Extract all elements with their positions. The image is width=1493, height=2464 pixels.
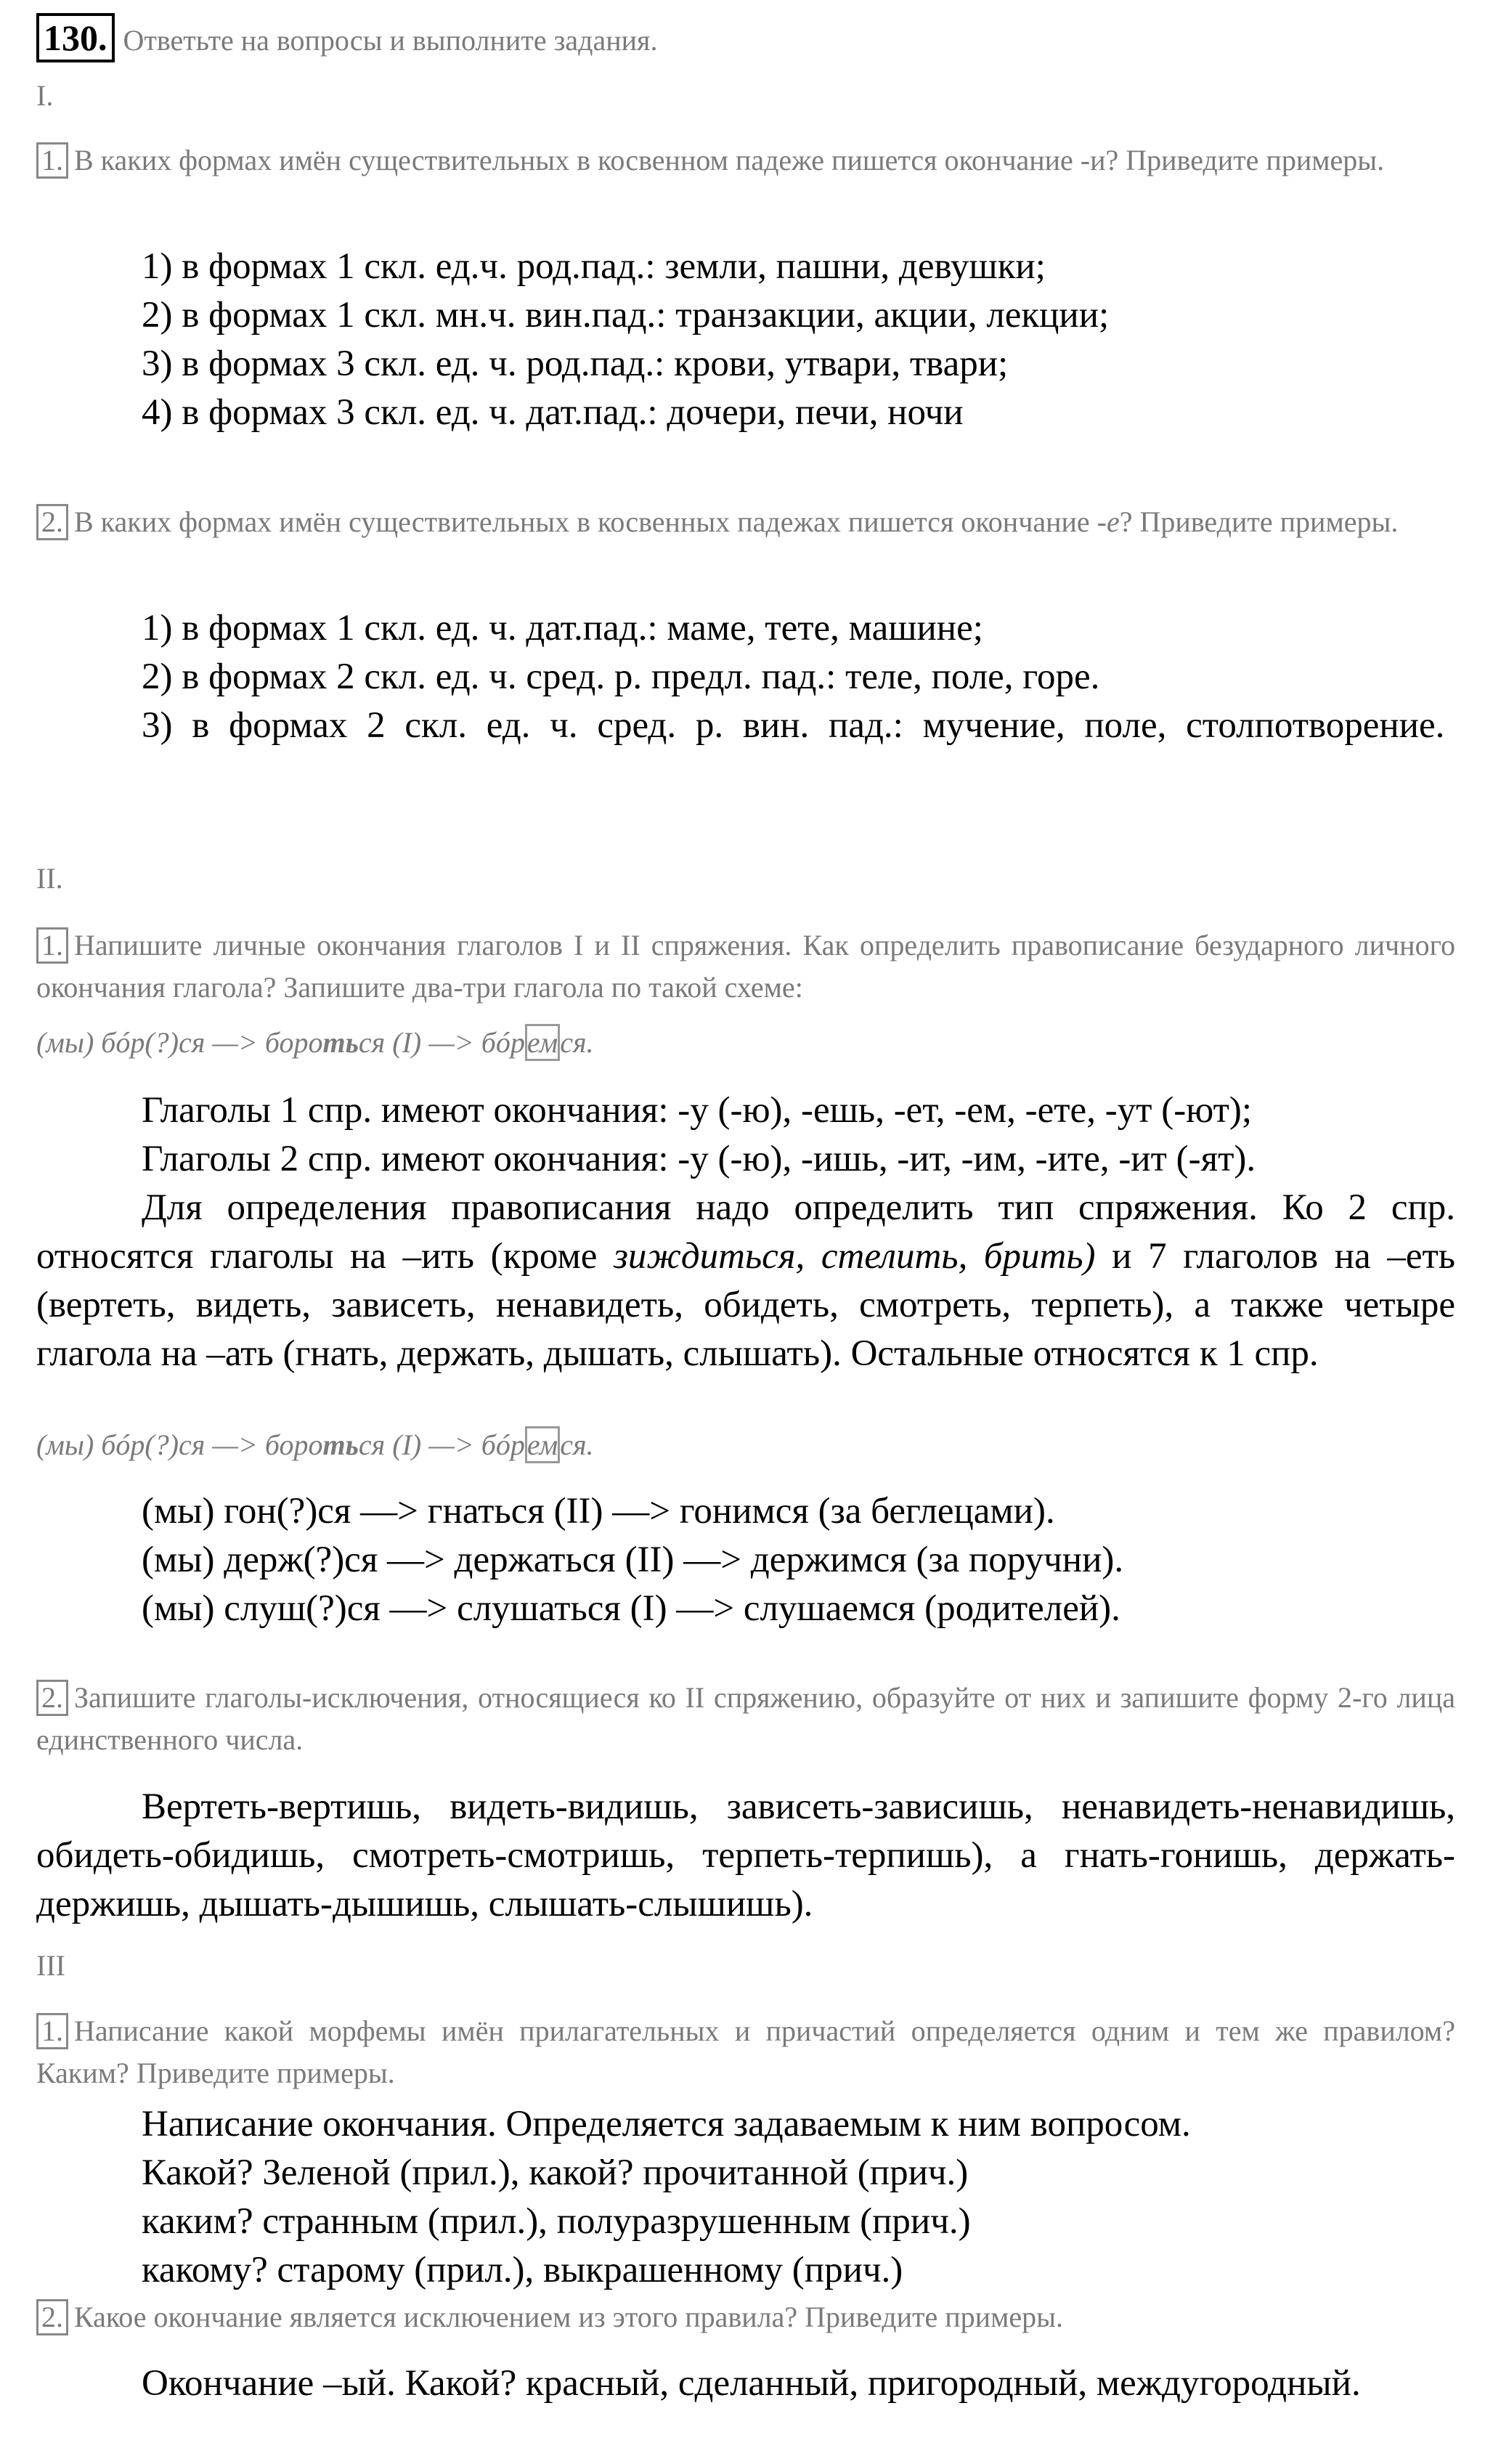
- answer-line: Глаголы 1 спр. имеют окончания: -у (-ю), -ешь, -ет, -ем, -ете, -ут (-ют);: [142, 1090, 1253, 1131]
- answer-line: (мы) гон(?)ся —> гнаться (II) —> гонимся (за беглецами).: [142, 1491, 1055, 1532]
- answer-block: [36, 1086, 1455, 1378]
- exercise-title: Ответьте на вопросы и выполните задания.: [123, 24, 658, 57]
- scheme-part: ся.: [560, 1026, 594, 1059]
- question-text: В каких формах имён существительных в косвенном падеже пишется окончание -и? Приведите примеры.: [74, 144, 1385, 176]
- answer-line: Какой? Зеленой (прил.), какой? прочитанной (прич.): [142, 2152, 969, 2193]
- answer-paragraph: [36, 1184, 1455, 1378]
- answer-line: (мы) держ(?)ся —> держаться (II) —> держимся (за поручни).: [142, 1540, 1124, 1580]
- question-text-em: -е: [1097, 505, 1120, 538]
- answer-line: 1) в формах 1 скл. ед.ч. род.пад.: земли, пашни, девушки;: [142, 246, 1046, 287]
- answer-line: Глаголы 2 спр. имеют окончания: -у (-ю), -ишь, -ит, -им, -ите, -ит (-ят).: [142, 1139, 1256, 1179]
- scheme-part: (мы) бóр(?)ся —> боро: [36, 1428, 323, 1461]
- question: [36, 924, 1455, 1009]
- exercise-header: [36, 13, 1455, 62]
- answer-paragraph: Вертеть-вертишь, видеть-видишь, зависеть-зависишь, ненавидеть-ненавидишь, обидеть-обидишь, смотреть-смотришь, терпеть-терпишь), а гнать-гонишь, держать-держишь, дышать-дышишь, слышать-слышишь).: [36, 1786, 1455, 1924]
- answer-line: 2) в формах 1 скл. мн.ч. вин.пад.: транзакции, акции, лекции;: [142, 295, 1110, 336]
- answer-list: [142, 243, 1455, 437]
- scheme-part: (мы) бóр(?)ся —> боро: [36, 1026, 323, 1059]
- section-label: III: [36, 1949, 65, 1982]
- question: [36, 139, 1455, 182]
- scheme-part: ть: [322, 1428, 359, 1461]
- scheme-part: ся.: [560, 1428, 594, 1461]
- answer-line: какому? старому (прил.), выкрашенному (прич.): [142, 2250, 903, 2290]
- exercise-number: 130.: [36, 13, 115, 62]
- scheme-part: ть: [322, 1026, 359, 1059]
- section-label: II.: [36, 862, 63, 895]
- answer-text: и 7 глаголов на –еть (вертеть, видеть, зависеть, ненавидеть, обидеть, смотреть, терпеть), а также четыре глагола на –ать (гнать, держать, дышать, слышать). Остальные относятся к 1 спр.: [36, 1236, 1455, 1374]
- answer-line: (мы) слуш(?)ся —> слушаться (I) —> слушаемся (родителей).: [142, 1588, 1120, 1629]
- scheme-example: [36, 1025, 1455, 1060]
- answer-list: [142, 2100, 1455, 2295]
- section-label: I.: [36, 79, 54, 112]
- answer-list: [36, 604, 1455, 750]
- question-text: ? Приведите примеры.: [1119, 505, 1399, 538]
- answer-line: 4) в формах 3 скл. ед. ч. дат.пад.: дочери, печи, ночи: [142, 392, 964, 433]
- answer-line: Написание окончания. Определяется задаваемым к ним вопросом.: [142, 2104, 1191, 2144]
- answer-paragraph: Окончание –ый. Какой? красный, сделанный, пригородный, междугородный.: [142, 2363, 1361, 2404]
- question-number: 2.: [36, 504, 68, 540]
- answer-line: 2) в формах 2 скл. ед. ч. сред. р. предл. пад.: теле, поле, горе.: [142, 656, 1100, 697]
- question-number: 1.: [36, 2013, 68, 2049]
- answer-line: 3) в формах 2 скл. ед. ч. сред. р. вин. пад.: мучение, поле, столпотворение.: [142, 705, 1445, 746]
- answer-line: 3) в формах 3 скл. ед. ч. род.пад.: крови, утвари, твари;: [142, 343, 1009, 384]
- scheme-ending: ем: [525, 1426, 560, 1463]
- question-number: 2.: [36, 1680, 68, 1716]
- question-number: 2.: [36, 2299, 68, 2335]
- question-text: Написание какой морфемы имён прилагательных и причастий определяется одним и тем же правилом? Каким? Приведите примеры.: [36, 2014, 1455, 2089]
- scheme-part: ся (I) —> бóр: [358, 1026, 525, 1059]
- question: [36, 2010, 1455, 2094]
- answer-text-em: зиждиться, стелить, брить): [613, 1236, 1096, 1277]
- answer-list: [142, 1487, 1455, 1633]
- question-number: 1.: [36, 142, 68, 179]
- question: [36, 1677, 1455, 1761]
- answer-text: Для определения правописания надо определить тип спряжения. Ко 2 спр. относятся глаголы на –ить (кроме: [36, 1187, 1455, 1277]
- answer-line: 1) в формах 1 скл. ед. ч. дат.пад.: маме, тете, машине;: [142, 608, 983, 648]
- question-text: В каких формах имён существительных в косвенных падежах пишется окончание: [74, 505, 1097, 538]
- scheme-ending: ем: [525, 1024, 560, 1061]
- answer-line: каким? странным (прил.), полуразрушенным (прич.): [142, 2201, 971, 2242]
- scheme-example: [36, 1428, 1455, 1462]
- question-text: Запишите глаголы-исключения, относящиеся ко II спряжению, образуйте от них и запишите форму 2-го лица единственного числа.: [36, 1681, 1455, 1756]
- scheme-part: ся (I) —> бóр: [358, 1428, 525, 1461]
- question-text: Напишите личные окончания глаголов I и II спряжения. Как определить правописание безударного личного окончания глагола? Запишите два-три глагола по такой схеме:: [36, 929, 1455, 1004]
- question: [36, 2296, 1455, 2338]
- question: [36, 501, 1455, 543]
- question-text: Какое окончание является исключением из этого правила? Приведите примеры.: [74, 2301, 1064, 2333]
- question-number: 1.: [36, 927, 68, 964]
